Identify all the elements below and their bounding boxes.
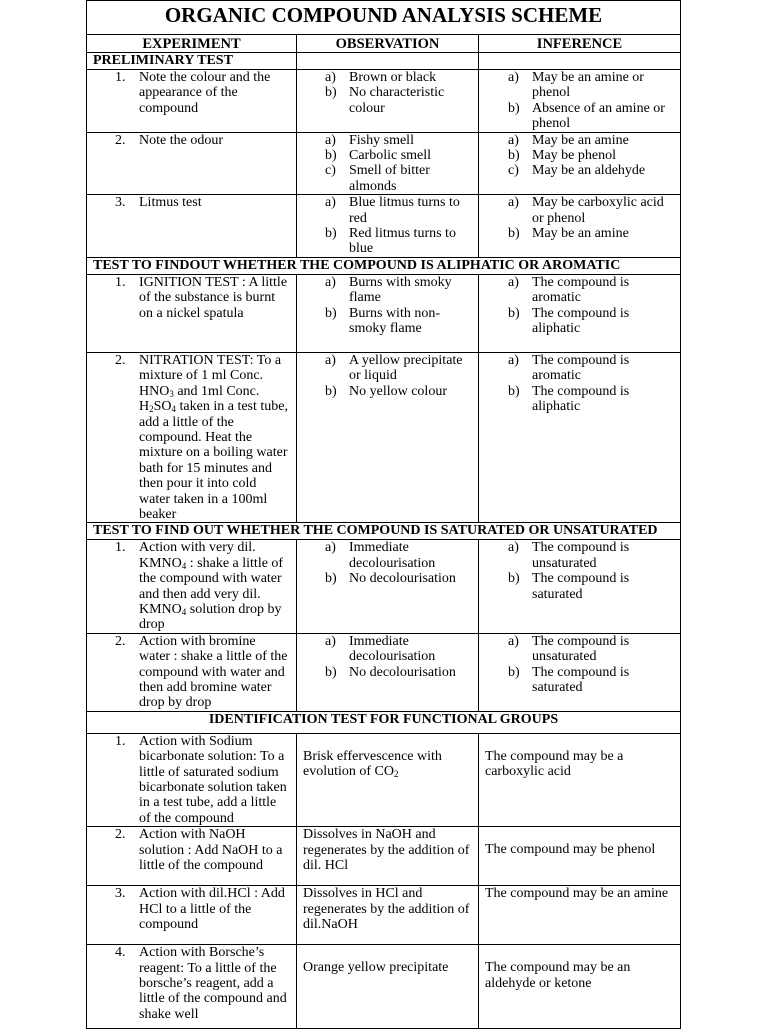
row-number: 1. <box>115 274 126 290</box>
row-number: 2. <box>115 352 126 368</box>
list-marker: a) <box>325 70 336 85</box>
inference-text: May be an amine <box>532 226 629 242</box>
list-marker: c) <box>325 163 336 179</box>
experiment-text-part: solution drop by drop <box>139 601 282 633</box>
list-item <box>303 353 472 384</box>
subscript: 2 <box>149 404 154 415</box>
observation-text: Blue litmus turns to red <box>349 195 460 226</box>
inference-cell <box>479 274 681 352</box>
page-title: ORGANIC COMPOUND ANALYSIS SCHEME <box>87 1 681 35</box>
list-marker: b) <box>325 85 337 101</box>
subscript: 3 <box>169 388 174 399</box>
experiment-cell <box>87 352 297 522</box>
inference-text: Absence of an amine or phenol <box>532 100 665 132</box>
inference-text: The compound may be an aldehyde or ketone <box>485 960 631 991</box>
list-marker: a) <box>508 540 519 556</box>
experiment-text <box>139 540 283 632</box>
experiment-cell <box>87 70 297 133</box>
list-item <box>303 384 472 399</box>
list-item <box>303 634 472 665</box>
experiment-text: Action with Sodium bicarbonate solution: To a little of saturated sodium bicarbonate solution taken in a test tube, add a little of the compound <box>139 733 287 826</box>
section-row-preliminary <box>87 53 681 70</box>
observation-text: Brown or black <box>349 70 437 85</box>
observation-text: No decolourisation <box>349 664 456 680</box>
row-number: 4. <box>115 945 126 961</box>
experiment-text: IGNITION TEST : A little of the substance is burnt on a nickel spatula <box>139 274 288 321</box>
experiment-text: Action with Borsche’s reagent: To a little of the borsche’s reagent, add a little of the compound and shake well <box>139 945 287 1022</box>
list-marker: b) <box>325 226 337 242</box>
list-item <box>485 148 674 163</box>
observation-text: Burns with non-smoky flame <box>349 305 440 337</box>
list-marker: b) <box>508 100 520 116</box>
list-marker: c) <box>508 163 519 179</box>
list-item <box>485 353 674 384</box>
experiment-cell <box>87 886 297 945</box>
list-marker: a) <box>325 540 336 556</box>
observation-text: Carbolic smell <box>349 148 432 164</box>
list-item <box>303 148 472 163</box>
observation-text: A yellow precipitate or liquid <box>349 352 463 384</box>
table-row <box>87 70 681 133</box>
experiment-text-part: and 1ml Conc. H <box>139 383 260 415</box>
list-marker: a) <box>325 633 336 649</box>
observation-text: Immediate decolourisation <box>349 633 436 665</box>
observation-text: No characteristic colour <box>349 85 445 116</box>
experiment-text-part: NITRATION TEST: To a mixture of 1 ml Conc. HNO <box>139 352 282 399</box>
table-row <box>87 886 681 945</box>
observation-text: No yellow colour <box>349 383 447 399</box>
list-item <box>303 195 472 226</box>
list-marker: a) <box>325 352 336 368</box>
observation-text: Burns with smoky flame <box>349 274 452 306</box>
experiment-text: Note the colour and the appearance of the compound <box>139 70 271 116</box>
observation-text: Orange yellow precipitate <box>303 960 449 976</box>
section-row-aliphatic-aromatic <box>87 257 681 274</box>
experiment-cell <box>87 945 297 1029</box>
observation-text: Dissolves in NaOH and regenerates by the addition of dil. HCl <box>303 827 470 874</box>
observation-text: Fishy smell <box>349 132 414 148</box>
list-item <box>485 226 674 241</box>
observation-cell <box>297 70 479 133</box>
experiment-cell <box>87 733 297 826</box>
list-item <box>485 163 674 178</box>
observation-header: OBSERVATION <box>297 35 479 53</box>
experiment-cell <box>87 274 297 352</box>
experiment-cell <box>87 132 297 195</box>
inference-text: May be an amine or phenol <box>532 70 644 101</box>
list-marker: b) <box>508 226 520 242</box>
list-marker: a) <box>508 633 519 649</box>
experiment-text: Action with dil.HCl : Add HCl to a little of the compound <box>139 886 285 933</box>
inference-text: The compound is aliphatic <box>532 383 630 415</box>
table-row <box>87 945 681 1029</box>
row-number: 1. <box>115 70 126 85</box>
experiment-header: EXPERIMENT <box>87 35 297 53</box>
list-item <box>485 306 674 337</box>
experiment-text-part: Action with very dil. KMNO <box>139 540 256 571</box>
observation-text: Red litmus turns to blue <box>349 226 456 257</box>
table-row <box>87 274 681 352</box>
inference-text: The compound is aromatic <box>532 274 630 306</box>
row-number: 3. <box>115 886 126 902</box>
list-marker: b) <box>508 305 520 321</box>
list-marker: a) <box>325 195 336 211</box>
list-item <box>485 571 674 602</box>
section-heading-aliphatic-aromatic: TEST TO FINDOUT WHETHER THE COMPOUND IS ALIPHATIC OR AROMATIC <box>87 257 681 274</box>
list-marker: a) <box>508 195 519 211</box>
column-header-row <box>87 35 681 53</box>
list-marker: a) <box>508 352 519 368</box>
list-item <box>303 665 472 680</box>
list-item <box>485 540 674 571</box>
experiment-text: Note the odour <box>139 132 223 148</box>
subscript: 4 <box>181 606 187 617</box>
row-number: 2. <box>115 827 126 843</box>
observation-cell <box>297 827 479 886</box>
observation-text: Smell of bitter almonds <box>349 163 430 194</box>
table-row <box>87 827 681 886</box>
list-marker: a) <box>508 274 519 290</box>
inference-cell <box>479 886 681 945</box>
experiment-cell <box>87 827 297 886</box>
section-heading-functional: IDENTIFICATION TEST FOR FUNCTIONAL GROUPS <box>87 711 681 733</box>
list-item <box>303 306 472 337</box>
inference-cell <box>479 132 681 195</box>
inference-cell <box>479 633 681 711</box>
subscript: 4 <box>181 560 187 571</box>
analysis-sheet <box>86 0 680 1029</box>
analysis-table <box>86 0 681 1029</box>
observation-cell <box>297 886 479 945</box>
inference-text: The compound is unsaturated <box>532 633 630 665</box>
list-marker: b) <box>325 383 337 399</box>
list-item <box>303 70 472 85</box>
list-marker: a) <box>508 132 519 148</box>
table-row <box>87 633 681 711</box>
table-row <box>87 132 681 195</box>
list-item <box>303 85 472 116</box>
experiment-text-part: SO <box>153 399 172 415</box>
list-marker: b) <box>325 305 337 321</box>
experiment-cell <box>87 540 297 633</box>
row-number: 1. <box>115 733 126 749</box>
inference-cell <box>479 352 681 522</box>
experiment-text: Action with NaOH solution : Add NaOH to a little of the compound <box>139 827 283 874</box>
observation-cell <box>297 274 479 352</box>
inference-text: The compound is aromatic <box>532 352 630 384</box>
list-marker: b) <box>508 571 520 587</box>
inference-text: The compound may be a carboxylic acid <box>485 748 624 780</box>
inference-text: The compound is unsaturated <box>532 540 630 571</box>
inference-cell <box>479 945 681 1029</box>
inference-text: May be an amine <box>532 132 629 148</box>
list-marker: b) <box>508 383 520 399</box>
inference-text: May be an aldehyde <box>532 163 646 179</box>
experiment-text: Action with bromine water : shake a little of the compound with water and then add bromine water drop by drop <box>139 633 288 711</box>
experiment-text: Litmus test <box>139 195 202 211</box>
experiment-cell <box>87 633 297 711</box>
subscript: 2 <box>394 769 399 780</box>
list-item <box>485 275 674 306</box>
row-number: 2. <box>115 633 126 649</box>
list-item <box>485 133 674 148</box>
list-marker: a) <box>508 70 519 85</box>
row-number: 2. <box>115 132 126 148</box>
inference-text: May be carboxylic acid or phenol <box>532 195 664 226</box>
inference-cell <box>479 827 681 886</box>
list-item <box>485 70 674 101</box>
observation-cell <box>297 195 479 258</box>
table-row <box>87 540 681 633</box>
inference-text: The compound is saturated <box>532 571 630 602</box>
table-row <box>87 352 681 522</box>
list-item <box>303 571 472 586</box>
empty-cell <box>297 53 479 70</box>
empty-cell <box>479 53 681 70</box>
inference-text: The compound may be phenol <box>485 842 656 858</box>
list-item <box>303 226 472 257</box>
list-item <box>485 665 674 696</box>
experiment-cell <box>87 195 297 258</box>
list-item <box>303 275 472 306</box>
inference-cell <box>479 540 681 633</box>
inference-text: May be phenol <box>532 148 616 164</box>
list-item <box>303 133 472 148</box>
observation-cell <box>297 540 479 633</box>
inference-cell <box>479 195 681 258</box>
section-heading-saturation: TEST TO FIND OUT WHETHER THE COMPOUND IS SATURATED OR UNSATURATED <box>87 523 681 540</box>
row-number: 1. <box>115 540 126 556</box>
inference-text: The compound may be an amine <box>485 886 669 902</box>
experiment-text-part: taken in a test tube, add a little of the compound. Heat the mixture on a boiling water bath for 15 minutes and then pour it into cold water taken in a 100ml beaker <box>139 399 288 522</box>
inference-cell <box>479 70 681 133</box>
observation-text-part: Brisk effervescence with evolution of CO <box>303 748 442 780</box>
list-item <box>485 195 674 226</box>
list-marker: b) <box>508 148 520 164</box>
list-item <box>303 163 472 194</box>
observation-text: Dissolves in HCl and regenerates by the addition of dil.NaOH <box>303 886 470 933</box>
observation-cell <box>297 352 479 522</box>
section-row-saturation <box>87 523 681 540</box>
list-item <box>485 634 674 665</box>
inference-text: The compound is aliphatic <box>532 305 630 337</box>
list-item <box>485 101 674 132</box>
observation-text <box>303 749 442 779</box>
list-marker: b) <box>325 148 337 164</box>
title-row <box>87 1 681 35</box>
inference-text: The compound is saturated <box>532 664 630 695</box>
observation-cell <box>297 633 479 711</box>
inference-header: INFERENCE <box>479 35 681 53</box>
list-item <box>485 384 674 415</box>
list-marker: b) <box>325 571 337 587</box>
experiment-text-part: : shake a little of the compound with water and then add very dil. KMNO <box>139 555 284 617</box>
table-row <box>87 733 681 826</box>
subscript: 4 <box>171 404 177 415</box>
experiment-text <box>139 353 288 522</box>
row-number: 3. <box>115 195 126 211</box>
inference-cell <box>479 733 681 826</box>
observation-cell <box>297 132 479 195</box>
list-item <box>303 540 472 571</box>
observation-cell <box>297 733 479 826</box>
list-marker: a) <box>325 274 336 290</box>
section-heading-preliminary: PRELIMINARY TEST <box>87 53 297 70</box>
observation-text: Immediate decolourisation <box>349 540 436 571</box>
section-row-functional <box>87 711 681 733</box>
observation-text: No decolourisation <box>349 571 456 587</box>
table-row <box>87 195 681 258</box>
list-marker: b) <box>508 664 520 680</box>
list-marker: b) <box>325 664 337 680</box>
list-marker: a) <box>325 132 336 148</box>
observation-cell <box>297 945 479 1029</box>
